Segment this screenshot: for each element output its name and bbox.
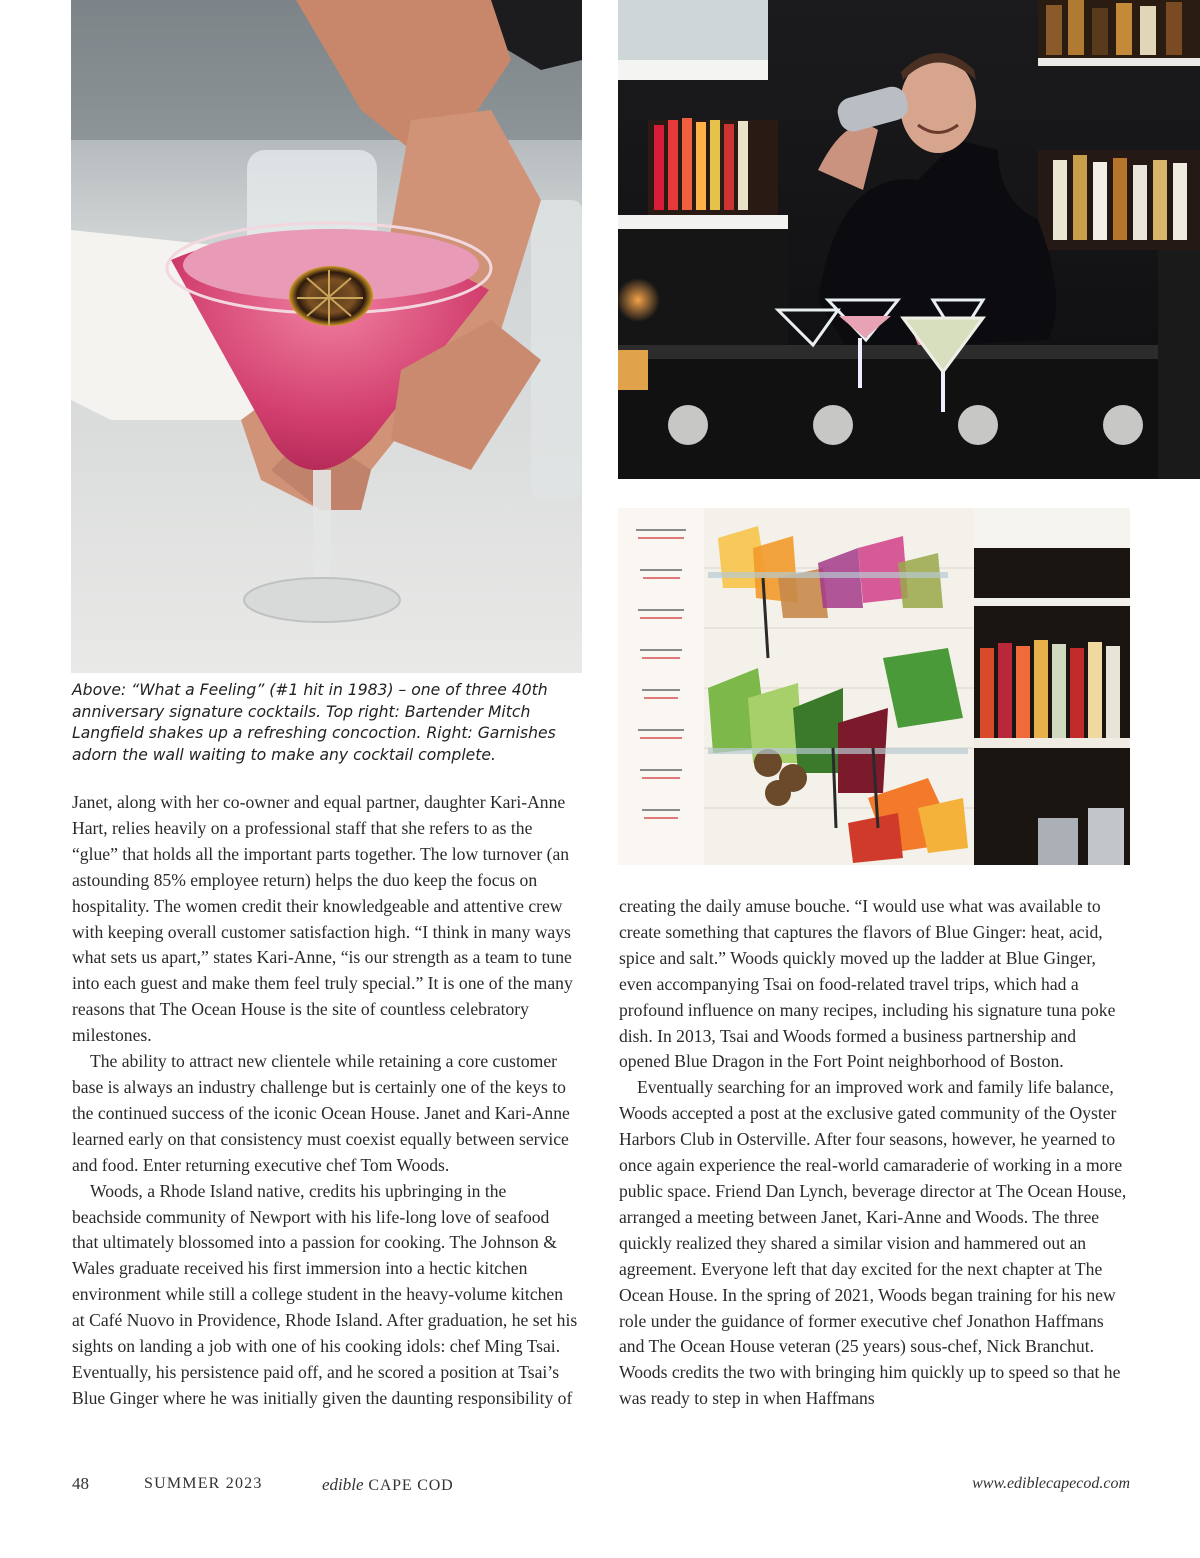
paragraph: The ability to attract new clientele while retaining a core customer base is always an industry challenge but is certainly one of the keys to the continued success of the iconic Ocean House. Janet and Kari-Anne learned early on that consistency must coexist equally between service and food. Enter returning executive chef Tom Woods.: [72, 1051, 570, 1175]
page-number: 48: [72, 1474, 89, 1493]
paragraph: Eventually searching for an improved work and family life balance, Woods accepted a post at the exclusive gated community of the Oyster Harbors Club in Osterville. After four seasons, however, he yearned to once again experience the real-world camaraderie of working in a more public space. Friend Dan Lynch, beverage director at The Ocean House, arranged a meeting between Janet, Kari-Anne and Woods. The three quickly realized they shared a similar vision and hammered out an agreement. Everyone left that day excited for the next chapter at The Ocean House. In the spring of 2021, Woods began training for his new role under the guidance of former executive chef Jonathon Haffmans and The Ocean House veteran (25 years) sous-chef, Nick Branchut. Woods credits the two with bringing him quickly up to speed so that he was ready to step in when Haffmans: [619, 1077, 1127, 1409]
issue-date: SUMMER 2023: [144, 1475, 263, 1492]
right-column: [619, 894, 1131, 1412]
left-column: [72, 790, 578, 1412]
bartender-photo: [618, 0, 1200, 479]
garnish-wall-photo: [618, 508, 1130, 865]
website-link[interactable]: www.ediblecapecod.com: [972, 1475, 1130, 1492]
cocktail-photo: [71, 0, 582, 673]
masthead-cape-cod: CAPE COD: [368, 1477, 454, 1494]
paragraph: creating the daily amuse bouche. “I would use what was available to create something that captures the flavors of Blue Ginger: heat, acid, spice and salt.” Woods quickly moved up the ladder at Blue Ginger, even accompanying Tsai on food-related travel trips, which had a profound influence on many recipes, including his signature tuna poke dish. In 2013, Tsai and Woods formed a business partnership and opened Blue Dragon in the Fort Point neighborhood of Boston.: [619, 896, 1116, 1072]
paragraph: Janet, along with her co-owner and equal partner, daughter Kari-Anne Hart, relies heavily on a professional staff that she refers to as the “glue” that holds all the important parts together. The low turnover (an astounding 85% employee return) helps the duo keep the focus on hospitality. The women credit their knowledgeable and attentive crew with keeping overall customer satisfaction high. “I think in many ways what sets us apart,” states Kari-Anne, “is our strength as a team to tune into each guest and make them feel truly special.” It is one of the many reasons that The Ocean House is the site of countless celebratory milestones.: [72, 792, 573, 1046]
masthead-edible: edible: [322, 1475, 364, 1494]
photo-caption: Above: “What a Feeling” (#1 hit in 1983) – one of three 40th anniversary signature cocktails. Top right: Bartender Mitch Langfield shakes up a refreshing concoction. Right: Garnishes adorn the wall waiting to make any cocktail complete.: [72, 681, 556, 764]
masthead: [322, 1475, 453, 1499]
paragraph: Woods, a Rhode Island native, credits his upbringing in the beachside community of Newport with his life-long love of seafood that ultimately blossomed into a passion for cooking. The Johnson & Wales graduate received his first immersion into a hectic kitchen environment while still a college student in the heavy-volume kitchen at Café Nuovo in Providence, Rhode Island. After graduation, he set his sights on landing a job with one of his cooking idols: chef Ming Tsai. Eventually, his persistence paid off, and he scored a position at Tsai’s Blue Ginger where he was initially given the daunting responsibility of: [72, 1180, 578, 1408]
